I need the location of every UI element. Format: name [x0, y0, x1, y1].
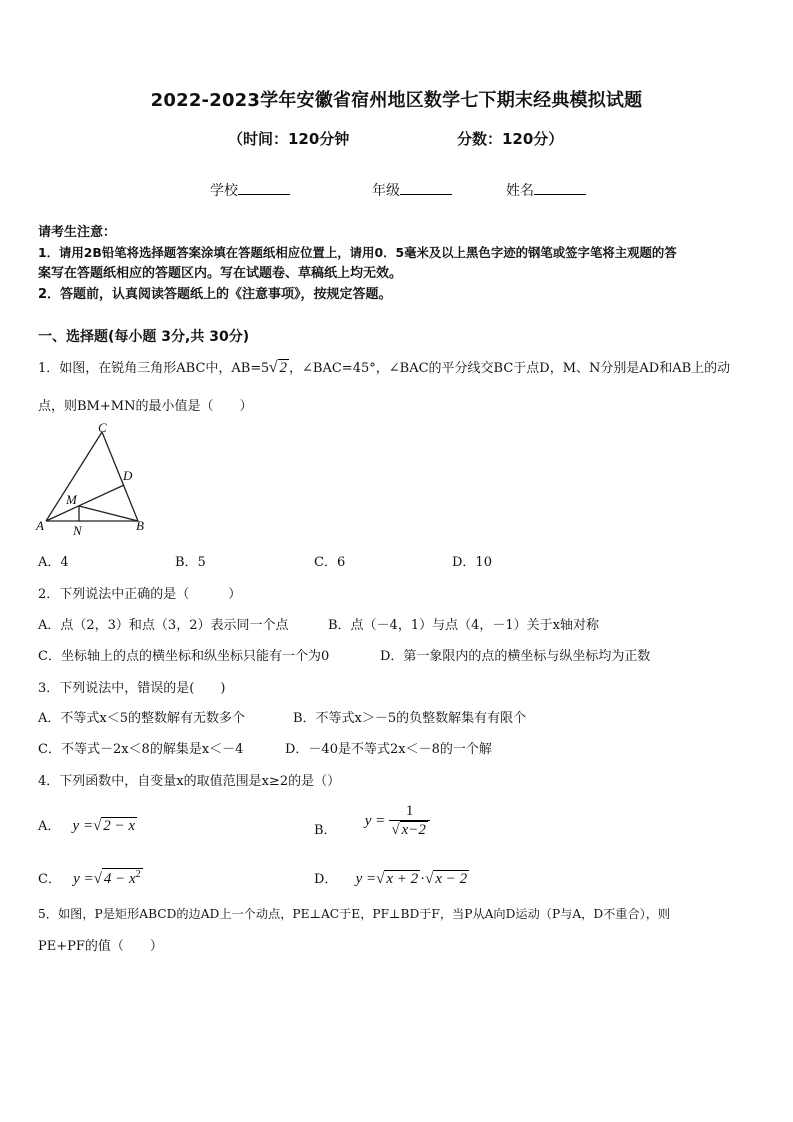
name-blank: [534, 182, 586, 195]
q2-option-c: C．坐标轴上的点的横坐标和纵坐标只能有一个为0: [38, 649, 330, 664]
q4-a-lhs: y =: [72, 818, 94, 834]
q4-c-lhs: y =: [73, 871, 94, 887]
grade-label: 年级: [372, 183, 400, 199]
q3-option-a: A．不等式x＜5的整数解有无数多个: [38, 711, 245, 726]
q4-b-fraction: [389, 803, 430, 839]
q1-part2: ，∠BAC=45°，∠BAC的平分线交BC于点D，M、N分别是AD和AB上的动: [289, 361, 731, 376]
q2-option-a: A．点（2，3）和点（3，2）表示同一个点: [38, 618, 289, 633]
notice-line-2: 案写在答题纸相应的答题区内。写在试题卷、草稿纸上均无效。: [38, 266, 403, 281]
q4-d-label: D．: [314, 872, 338, 887]
q1-option-a: A．4: [38, 555, 69, 570]
label-n: N: [73, 523, 82, 538]
label-a: A: [36, 518, 44, 533]
q3-option-b: B．不等式x＞－5的负整数解集有有限个: [293, 711, 527, 726]
q4-d-radicand-1: x + 2: [386, 871, 419, 887]
q4-c-radicand-wrap: [102, 868, 143, 888]
q2-option-b: B．点（－4，1）与点（4，－1）关于x轴对称: [328, 618, 599, 633]
q2-stem: 2．下列说法中正确的是（ ）: [38, 587, 242, 602]
notice-line-3: 2．答题前，认真阅读答题纸上的《注意事项》，按规定答题。: [38, 287, 392, 302]
school-field: [210, 180, 290, 200]
radical-sign: √: [425, 871, 434, 887]
q4-b-label: B．: [314, 822, 337, 838]
exam-time: （时间：120分钟: [228, 130, 350, 148]
page-title: 2022-2023学年安徽省宿州地区数学七下期末经典模拟试题: [150, 90, 643, 111]
q3-option-d: D．－40是不等式2x＜－8的一个解: [285, 742, 492, 757]
q4-d-lhs: y =: [355, 871, 377, 887]
q5-stem-line-2: PE+PF的值（ ）: [38, 939, 163, 954]
q4-b-numerator: 1: [389, 803, 430, 821]
label-d: D: [123, 468, 133, 483]
q4-b-denominator: x−2: [401, 822, 426, 838]
label-m: M: [66, 492, 77, 507]
notice-heading: 请考生注意：: [38, 225, 117, 240]
side-cb: [102, 432, 138, 521]
school-blank: [238, 182, 290, 195]
radical-sign: √: [268, 359, 278, 376]
q2-option-d: D．第一象限内的点的横坐标与纵坐标均为正数: [380, 649, 651, 664]
label-b: B: [136, 518, 144, 533]
grade-field: [372, 180, 452, 200]
q1-triangle-figure: [34, 420, 154, 538]
q1-stem-line-2: 点，则BM+MN的最小值是（ ）: [38, 399, 253, 414]
q3-option-c: C．不等式－2x＜8的解集是x＜－4: [38, 742, 244, 757]
q3-stem: 3．下列说法中，错误的是( ): [38, 681, 226, 696]
q4-option-b: [314, 803, 430, 839]
q1-option-c: C．6: [314, 555, 346, 570]
segment-bm: [79, 506, 138, 521]
q1-ab-coef: 5: [261, 360, 269, 376]
label-c: C: [98, 420, 107, 435]
q4-b-lhs: y =: [364, 812, 386, 829]
name-field: [506, 180, 586, 200]
q4-c-radicand: 4 − x: [103, 871, 136, 887]
q4-a-radicand: 2 − x: [103, 818, 136, 834]
section-heading: 一、选择题(每小题 3分,共 30分): [38, 329, 250, 345]
q4-option-c: [38, 868, 143, 888]
q4-d-dot: ·: [420, 871, 426, 887]
q4-c-label: C．: [38, 872, 61, 887]
q1-part1: 1．如图，在锐角三角形ABC中，AB=: [38, 361, 262, 376]
radical-sign: √: [391, 822, 400, 838]
q1-option-b: B．5: [175, 555, 206, 570]
q4-stem: 4．下列函数中，自变量x的取值范围是x≥2的是（）: [38, 774, 341, 789]
q4-b-denominator-wrap: [389, 821, 430, 839]
q4-d-radicand-2: x − 2: [435, 871, 468, 887]
q4-c-exponent: 2: [135, 869, 141, 880]
notice-line-1: 1．请用2B铅笔将选择题答案涂填在答题纸相应位置上，请用0．5毫米及以上黑色字迹的钢笔或签字笔将主观题的答: [38, 245, 677, 260]
school-label: 学校: [210, 183, 238, 199]
grade-blank: [400, 182, 452, 195]
q4-a-label: A．: [38, 819, 61, 834]
exam-score: 分数：120分）: [457, 130, 564, 148]
q1-option-d: D．10: [452, 555, 492, 570]
radical-sign: √: [93, 871, 102, 887]
q4-option-d: [314, 868, 469, 888]
q1-stem-line-1: [38, 357, 730, 377]
name-label: 姓名: [506, 183, 534, 199]
q1-ab-radicand: 2: [279, 360, 288, 376]
radical-sign: √: [93, 818, 102, 834]
q4-option-a: [38, 815, 137, 835]
radical-sign: √: [376, 871, 385, 887]
q5-stem-line-1: 5．如图，P是矩形ABCD的边AD上一个动点，PE⊥AC于E，PF⊥BD于F，当P从A向D运动（P与A，D不重合），则: [38, 907, 671, 921]
